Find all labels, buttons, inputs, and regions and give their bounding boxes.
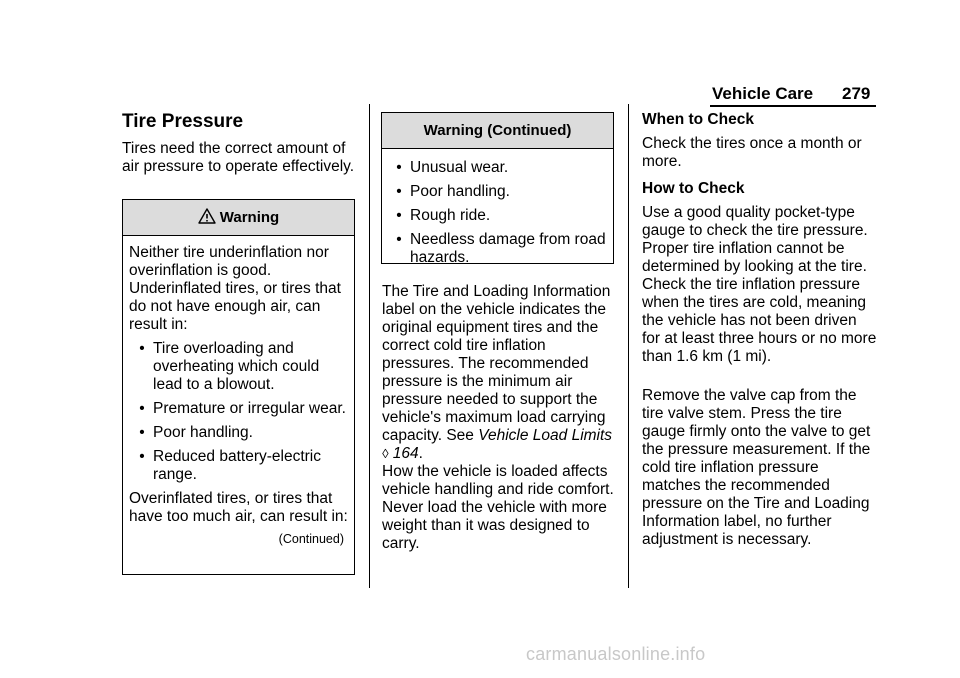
how-to-check-text-2: Remove the valve cap from the tire valve stem. Press the tire gauge firmly onto the valve to get the pressure measurement. If the cold tire inflation pressure matches the recommended pressure on the Tire and Loading Information label, no further adjustment is necessary. [642,387,871,548]
section-header: Vehicle Care [712,84,814,103]
how-to-check-text-1: Use a good quality pocket-type gauge to check the tire pressure. Proper tire inflation cannot be determined by looking at the tire. Check the tire inflation pressure when the tires are cold, meaning the vehicle has not been driven for at least three hours or no more than 1.6 km (1 mi). [642,204,877,365]
warning-continued-header: Warning (Continued) [382,113,613,149]
warning-body [123,236,354,548]
warning-bullet-list [129,340,348,484]
column-divider-1 [369,104,370,588]
continued-label: (Continued) [278,532,344,546]
when-to-check-heading: When to Check [642,111,754,128]
header-rule [710,105,876,107]
section-title: Tire Pressure [122,111,244,132]
list-item: • Poor handling. [139,424,253,441]
warning-text-2: Overinflated tires, or tires that have too much air, can result in: [129,490,348,525]
watermark: carmanualsonline.info [526,644,706,664]
warning-header [123,200,354,236]
list-item: • Tire overloading and overheating which could lead to a blowout. [139,340,320,393]
warning-heading: Warning [219,209,280,226]
vehicle-load-limits-link[interactable]: Vehicle Load Limits ◊ 164 [382,427,613,462]
warning-box [122,199,355,575]
warning-continued-box [381,112,614,264]
when-to-check-text: Check the tires once a month or more. [642,135,862,170]
warning-continued-body [382,149,613,267]
column-divider-2 [628,104,629,588]
warning-text: Neither tire underinflation nor overinflation is good. Underinflated tires, or tires that do not have enough air, can result in: [129,244,341,333]
loading-paragraph: How the vehicle is loaded affects vehicle handling and ride comfort. Never load the vehicle with more weight than it was designed to carry. [382,463,614,552]
list-item: • Premature or irregular wear. [139,400,346,417]
page-number: 279 [842,84,871,103]
how-to-check-heading: How to Check [642,180,745,197]
list-item: • Needless damage from road hazards. [396,231,606,266]
list-item: • Unusual wear. [396,159,509,176]
list-item: • Poor handling. [396,183,510,200]
list-item: • Reduced battery-electric range. [139,448,321,483]
list-item: • Rough ride. [396,207,491,224]
intro-paragraph: Tires need the correct amount of air pressure to operate effectively. [122,140,355,175]
reference-arrow-icon: ◊ [382,446,389,461]
tire-label-paragraph: The Tire and Loading Information label on the vehicle indicates the original equipment tires and the correct cold tire inflation pressures. The recommended pressure is the minimum air pressure needed to support the vehicle's maximum load carrying capacity. See Vehicle Load Limits ◊ 164. [382,283,613,462]
warning-triangle-icon [198,208,216,228]
